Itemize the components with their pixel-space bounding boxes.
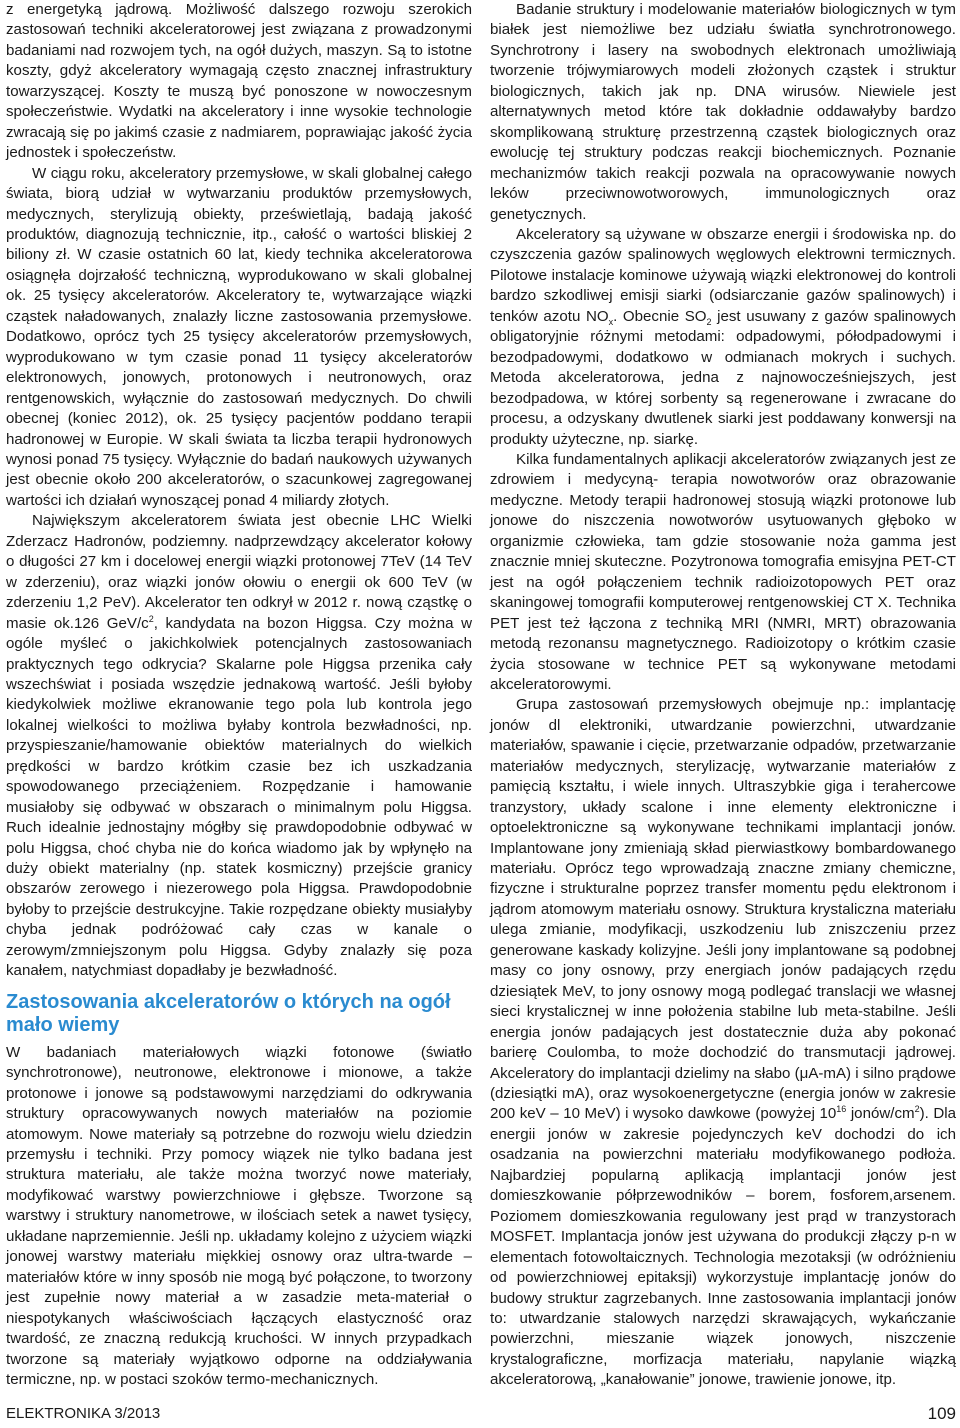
subscript: 2	[706, 316, 712, 327]
text-run: . Obecnie SO	[613, 307, 707, 325]
left-column	[6, 0, 472, 1390]
text-run: , kandydata na bozon Higgsa. Czy można w ogóle myśleć o jakichkolwiek potencjalnych zastosowaniach praktycznych tego odkrycia? Skalarne pole Higgsa przenika cały wszechświat i posiada wszędzie jednakową wartość. Jeśli byłoby kiedykolwiek możliwe ekranowanie tego pola lub kontrola jego lokalnej wielkości to możliwa byłaby kontrola bezwładności, np. przyspieszanie/hamowanie obiektów materialnych do wielkich prędkości w bardzo krótkim czasie bez ich uszkadzania spowodowanego przeciążeniem. Rozpędzanie i hamowanie musiałoby się odbywać w obszarach o minimalnym polu Higgsa. Ruch idealnie jednostajny mógłby się prawdopodobnie odbywać w polu Higgsa, choć chyba nie do końca wiadomo jak by wpłynęło na duży obiekt materialny (np. statek kosmiczny) przejście granicy obszarów zerowego i niezerowego pola Higgsa. Prawdopodobnie byłoby to przejście destrukcyjne. Takie rozpędzane obiekty musiałyby chyba jednak podróżować cały czas w kanale o zerowym/zmniejszonym polu Higgsa. Gdyby znalazły się poza kanałem, natychmiast dopadłaby je bezwładność.	[6, 614, 472, 980]
paragraph: W badaniach materiałowych wiązki fotonowe (światło synchrotronowe), neutronowe, elektronowe i mionowe, a także protonowe i jonowe są podstawowymi narzędziami do odkrywania struktury opracowywanych nowych materiałów na poziomie atomowym. Nowe materiały są potrzebne do rozwoju wielu dziedzin przemysłu i techniki. Przy pomocy wiązek nie tylko badana jest struktura materiału, ale także można tworzyć nowe materiały, modyfikować warstwy powierzchniowe i głębsze. Tworzone są warstwy i struktury nanometrowe, w ilościach setek a nawet tysięcy, układane naprzemiennie. Jeśli np. układamy kolejno z użyciem wiązki jonowej warstwy materiału miękkiej osnowy oraz ultra-twarde – materiałów które w inny sposób nie mogą być połączone, to tworzony jest zupełnie nowy materiał a w zasadzie meta-materiał o niespotykanych właściwościach łączących elastyczność oraz twardość, ze znaczną redukcją kruchości. W innych przypadkach tworzone są materiały wyjątkowo odporne na oddziaływania termiczne, np. w postaci szoków termo-mechanicznych.	[6, 1043, 472, 1388]
superscript: 2	[914, 1104, 920, 1115]
section-heading: Zastosowania akceleratorów o których na ogół mało wiemy	[6, 990, 451, 1036]
paragraph: Kilka fundamentalnych aplikacji akceleratorów związanych jest ze zdrowiem i medycyną- terapia nowotworów oraz obrazowanie medyczne. Metody terapii hadronowej stosują wiązki protonowe lub jonowe do niszczenia nowotworów usytuowanych głęboko w organizmie człowieka, tam gdzie stosowanie noża gamma jest znacznie mniej skuteczne. Pozytronowa tomografia emisyjna PET-CT jest na ogół połączeniem technik radioizotopowych PET oraz skaningowej tomografii komputerowej rentgenowskiej CT X. Technika PET jest też łączona z techniką MRI (NMRI, MRT) obrazowania metodą rezonansu magnetycznego. Radioizotopy o krótkim czasie życia stosowane w technice PET są wykonywane metodami akceleratorowymi.	[490, 450, 956, 693]
right-column	[490, 0, 956, 1391]
journal-footer: ELEKTRONIKA 3/2013	[6, 1405, 161, 1422]
paragraph: W ciągu roku, akceleratory przemysłowe, w skali globalnej całego świata, biorą udział w wytwarzaniu produktów przemysłowych, medycznych, sterylizują obiekty, prześwietlają, badają jakość produktów, diagnozują technicznie, itp., całość o wartości bliskiej 2 biliony zł. W czasie ostatnich 60 lat, kiedy technika akceleratorowa osiągnęła dojrzałość techniczną, wyprodukowano w skali globalnej ok. 25 tysięcy akceleratorów. Akceleratory te, wytwarzające wiązki cząstek naładowanych, znalazły liczne zastosowania przemysłowe. Dodatkowo, oprócz tych 25 tysięcy akceleratorów przemysłowych, wyprodukowano w tym czasie ponad 11 tysięcy akceleratorów elektronowych, jonowych, protonowych i neutronowych, oraz rentgenowskich, wyłącznie do zastosowań medycznych. Do chwili obecnej (koniec 2012), ok. 25 tysięcy pacjentów poddano terapii hadronowej w Europie. W skali świata ta liczba terapii hydronowych wynosi ponad 75 tysięcy. Wyłącznie do badań naukowych używanych jest obecnie około 200 akceleratorów, o szacunkowej zagregowanej wartości ich działań wynoszącej ponad 4 miliardy złotych.	[6, 164, 472, 509]
subscript: x	[608, 316, 614, 327]
text-run: Grupa zastosowań przemysłowych obejmuje np.: implantację jonów dl elektroniki, utwardzanie powierzchni, utwardzanie materiałów, spawanie i cięcie, przetwarzanie odpadów, przetwarzanie materiałów medycznych, sterylizację, wytwarzanie materiałów z pamięcią kształtu, i wiele innych. Ultraszybkie giga i terahercowe tranzystory, układy scalone i inne elementy elektroniczne i optoelektroniczne są wykonywane technikami implantacji jonów. Implantowane jony zmieniają skład pierwiastkowy bombardowanego materiału. Oprócz tego wprowadzają znaczne zmiany chemiczne, fizyczne i strukturalne poprzez transfer momentu pędu elektronom i jądrom atomowym materiału osnowy. Struktura krystaliczna materiału ulega zmianie, modyfikacji, uszkodzeniu lub zniszczeniu przez generowane kaskady kolizyjne. Jeśli jony implantowane są podobnej masy co jony osnowy, przy energiach jonów padających rzędu dziesiątek MeV, to jony osnowy mogą podlegać translacji we własnej sieci krystalicznej w inne położenia stabilne lub meta-stabilne. Jeśli energia jonów padających jest dostatecznie duża aby pokonać barierę Coulomba, to może dochodzić do transmutacji jądrowej. Akceleratory do implantacji dzielimy na słabo (μA-mA) i silno prądowe (dziesiątki mA), oraz wysokoenergetyczne (energia jonów w zakresie 200 keV – 10 MeV) i wysoko dawkowe (powyżej 10	[490, 696, 956, 1123]
page-number: 109	[927, 1404, 956, 1423]
paragraph	[490, 225, 956, 450]
superscript: 2	[148, 613, 154, 624]
text-run: Akceleratory są używane w obszarze energii i środowiska np. do czyszczenia gazów spalinowych węglowych elektrowni termicznych. Pilotowe instalacje kominowe używają wiązki elektronowej do kontroli bardzo szkodliwej emisji siarki (odsiarczanie gazów spalinowych) i tenków azotu NO	[490, 225, 956, 325]
superscript: 16	[836, 1104, 847, 1115]
text-run: ). Dla energii jonów w zakresie pojedynczych keV dochodzi do ich osadzania na powierzchni materiału modyfikowanego podłoża. Najbardziej popularną aplikacją implantacji jonów jest domieszkowanie półprzewodników – borem, fosforem,arsenem. Poziomem domieszkowania regulowany jest prąd w tranzystorach MOSFET. Implantacja jonów jest używana do produkcji złączy p-n w elementach fotowoltaicznych. Technologia mezotaksji (w odróżnieniu od powierzchniowej epitaksji) wykorzystuje implantację jonów do budowy struktur zagrzebanych. Inne zastosowania implantacji jonów to: utwardzanie stalowych narzędzi skrawających, wykańczanie powierzchni, mieszanie wiązek jonowych, niszczenie krystalograficzne, morfizacja materiału, napylanie wiązką akceleratorową, „kanałowanie” jonowe, trawienie jonowe, itp.	[490, 1105, 957, 1389]
text-run: jest usuwany z gazów spalinowych obligatoryjnie różnymi metodami: odpadowymi, półodpadowymi i bezodpadowymi, dodatkowo w odmianach mokrych i suchych. Metoda akceleratorowa, jedna z najnowocześniejszych, jest bezodpadowa, w której sorbenty są regenerowane i zwracane do procesu, a odzyskany dwutlenek siarki jest poddawany konwersji na produkty użyteczne, np. siarkę.	[490, 307, 956, 448]
paragraph: z energetyką jądrową. Możliwość dalszego rozwoju szerokich zastosowań techniki akceleratorowej jest związana z prowadzonymi badaniami nad rozwojem tych, na ogół dużych, maszyn. Są to istotne koszty, gdyż akceleratory wymagają często znacznej infrastruktury towarzyszącej. Koszty te muszą być ponoszone w nowoczesnym społeczeństwie. Wydatki na akceleratory i inne wysokie technologie zwracają się po jakimś czasie z nadmiarem, poprawiając jakość życia jednostek i społeczeństw.	[6, 1, 472, 162]
text-run: Największym akceleratorem świata jest obecnie LHC Wielki Zderzacz Hadronów, podziemny. nadprzewdzący akcelerator kołowy o długości 27 km i docelowej energii wiązki protonowej 7TeV (14 TeV w zderzeniu), oraz wiązki jonów ołowiu o energii ok 600 TeV (w zderzeniu 1,2 PeV). Akcelerator ten odkrył w 2012 r. nową cząstkę o masie ok.126 GeV/c	[6, 512, 472, 632]
paragraph: Badanie struktury i modelowanie materiałów biologicznych w tym białek jest niemożliwe bez udziału światła synchrotronowego. Synchrotrony i lasery na swobodnych elektronach umożliwiają tworzenie trójwymiarowych modeli złożonych cząstek i struktur biologicznych, takich jak np. DNA wirusów. Niewiele jest alternatywnych metod które tak dokładnie oddawałyby bardzo skomplikowaną strukturę przestrzenną cząstek biologicznych oraz ewolucję tej struktury podczas reakcji biochemicznych. Poznanie mechanizmów takich reakcji pozwala na opracowywanie nowych leków przeciwnowotworowych, immunologicznych oraz genetycznych.	[490, 1, 956, 223]
paragraph	[6, 511, 472, 981]
paragraph	[490, 695, 956, 1390]
text-run: jonów/cm	[846, 1105, 915, 1123]
